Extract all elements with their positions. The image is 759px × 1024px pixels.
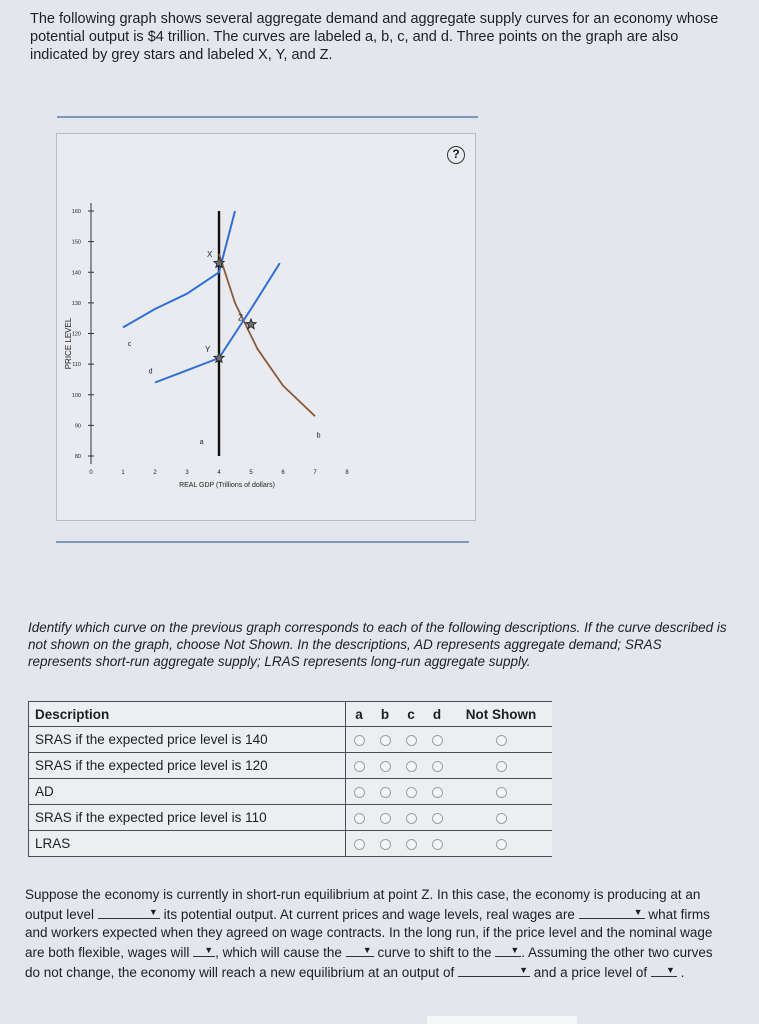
radio-c[interactable] bbox=[406, 735, 417, 746]
radio-a[interactable] bbox=[354, 735, 365, 746]
x-tick-label: 1 bbox=[121, 470, 125, 476]
x-axis-label: REAL GDP (Trillions of dollars) bbox=[179, 482, 275, 489]
footer-bar bbox=[427, 1016, 577, 1024]
table-row bbox=[29, 831, 553, 857]
radio-b[interactable] bbox=[380, 761, 391, 772]
new-output-dropdown[interactable]: ▼ bbox=[458, 962, 530, 977]
radio-b[interactable] bbox=[380, 735, 391, 746]
y-tick-label: 140 bbox=[71, 270, 81, 277]
radio-b[interactable] bbox=[380, 839, 391, 850]
radio-d[interactable] bbox=[432, 813, 443, 824]
y-tick-label: 130 bbox=[71, 300, 81, 307]
radio-not-shown[interactable] bbox=[496, 839, 507, 850]
x-tick-label: 0 bbox=[89, 470, 93, 476]
real-wages-dropdown[interactable]: ▼ bbox=[579, 904, 645, 919]
radio-c[interactable] bbox=[406, 839, 417, 850]
wages-direction-dropdown[interactable]: ▼ bbox=[193, 942, 215, 957]
point-label-y: Y bbox=[205, 345, 211, 354]
table-row bbox=[29, 753, 553, 779]
curve-shift-dropdown[interactable]: ▼ bbox=[346, 942, 374, 957]
instructions-text: Identify which curve on the previous graph corresponds to each of the following descriptions. If the curve described is not shown on the graph, choose Not Shown. In the descriptions, AD represents aggregate demand; SRAS represents short-run aggregate supply; LRAS represents long-run aggregate supply. bbox=[28, 620, 727, 669]
graph-panel bbox=[56, 133, 476, 521]
row-description: SRAS if the expected price level is 140 bbox=[29, 727, 346, 753]
x-tick-label: 4 bbox=[217, 470, 221, 476]
curve-label-b: b bbox=[316, 432, 321, 440]
curve-label-a: a bbox=[199, 438, 204, 446]
row-description: LRAS bbox=[29, 831, 346, 857]
row-description: AD bbox=[29, 779, 346, 805]
y-tick-label: 90 bbox=[74, 423, 81, 430]
table-row bbox=[29, 779, 553, 805]
help-icon[interactable]: ? bbox=[447, 146, 465, 164]
radio-c[interactable] bbox=[406, 787, 417, 798]
y-tick-label: 160 bbox=[71, 209, 81, 215]
new-price-level-dropdown[interactable]: ▼ bbox=[651, 962, 677, 977]
radio-d[interactable] bbox=[432, 787, 443, 798]
y-tick-label: 150 bbox=[71, 239, 81, 246]
y-tick-label: 110 bbox=[72, 362, 81, 369]
col-description: Description bbox=[29, 702, 346, 727]
col-c: c bbox=[398, 702, 424, 727]
table-row bbox=[29, 805, 553, 831]
curve-d bbox=[155, 263, 280, 382]
output-level-dropdown[interactable]: ▼ bbox=[98, 904, 160, 919]
radio-c[interactable] bbox=[406, 813, 417, 824]
shift-direction-dropdown[interactable]: ▼ bbox=[495, 942, 521, 957]
radio-d[interactable] bbox=[432, 761, 443, 772]
divider-bottom bbox=[56, 541, 469, 543]
x-tick-label: 5 bbox=[249, 470, 253, 476]
radio-a[interactable] bbox=[354, 787, 365, 798]
x-tick-label: 8 bbox=[345, 470, 349, 476]
ad-as-chart bbox=[57, 134, 477, 522]
radio-not-shown[interactable] bbox=[496, 761, 507, 772]
radio-a[interactable] bbox=[354, 839, 365, 850]
radio-b[interactable] bbox=[380, 787, 391, 798]
col-a: a bbox=[346, 702, 373, 727]
divider-top bbox=[57, 116, 478, 118]
radio-a[interactable] bbox=[354, 761, 365, 772]
intro-text: The following graph shows several aggregate demand and aggregate supply curves for an economy whose potential output is $4 trillion. The curves are labeled a, b, c, and d. Three points on the graph are also indicated by grey stars and labeled X, Y, and Z. bbox=[30, 11, 719, 63]
x-tick-label: 6 bbox=[281, 470, 285, 476]
fill-in-paragraph: Suppose the economy is currently in short-run equilibrium at point Z. In this case, the economy is producing at an output level ▼ its potential output. At current prices and wage levels, real wages are ▼ what firms and workers expected when they agreed on wage contracts. In the long run, if the price level and the nominal wage are both flexible, wages will ▼ , which will cause the ▼ curve to shift to the ▼ . Assuming the other two curves do not change, the economy will reach a new equilibrium at an output of ▼ and a price level of ▼ . bbox=[25, 887, 713, 980]
y-tick-label: 120 bbox=[71, 331, 81, 338]
x-tick-label: 3 bbox=[185, 470, 189, 476]
col-b: b bbox=[372, 702, 398, 727]
row-description: SRAS if the expected price level is 110 bbox=[29, 805, 346, 831]
col-d: d bbox=[424, 702, 450, 727]
y-tick-label: 80 bbox=[74, 454, 81, 460]
curve-matching-table bbox=[28, 701, 552, 857]
radio-a[interactable] bbox=[354, 813, 365, 824]
radio-not-shown[interactable] bbox=[496, 735, 507, 746]
curve-label-c: c bbox=[127, 340, 132, 348]
x-tick-label: 2 bbox=[153, 470, 157, 476]
x-tick-label: 7 bbox=[313, 470, 317, 476]
point-label-z: Z bbox=[238, 313, 243, 323]
radio-not-shown[interactable] bbox=[496, 787, 507, 798]
radio-d[interactable] bbox=[432, 839, 443, 850]
radio-d[interactable] bbox=[432, 735, 443, 746]
col-not-shown: Not Shown bbox=[450, 702, 552, 727]
radio-b[interactable] bbox=[380, 813, 391, 824]
y-tick-label: 100 bbox=[71, 392, 81, 399]
row-description: SRAS if the expected price level is 120 bbox=[29, 753, 346, 779]
table-row bbox=[29, 727, 553, 753]
y-axis-label: PRICE LEVEL bbox=[64, 317, 73, 370]
radio-c[interactable] bbox=[406, 761, 417, 772]
curve-label-d: d bbox=[148, 368, 153, 376]
radio-not-shown[interactable] bbox=[496, 813, 507, 824]
point-label-x: X bbox=[207, 250, 213, 260]
